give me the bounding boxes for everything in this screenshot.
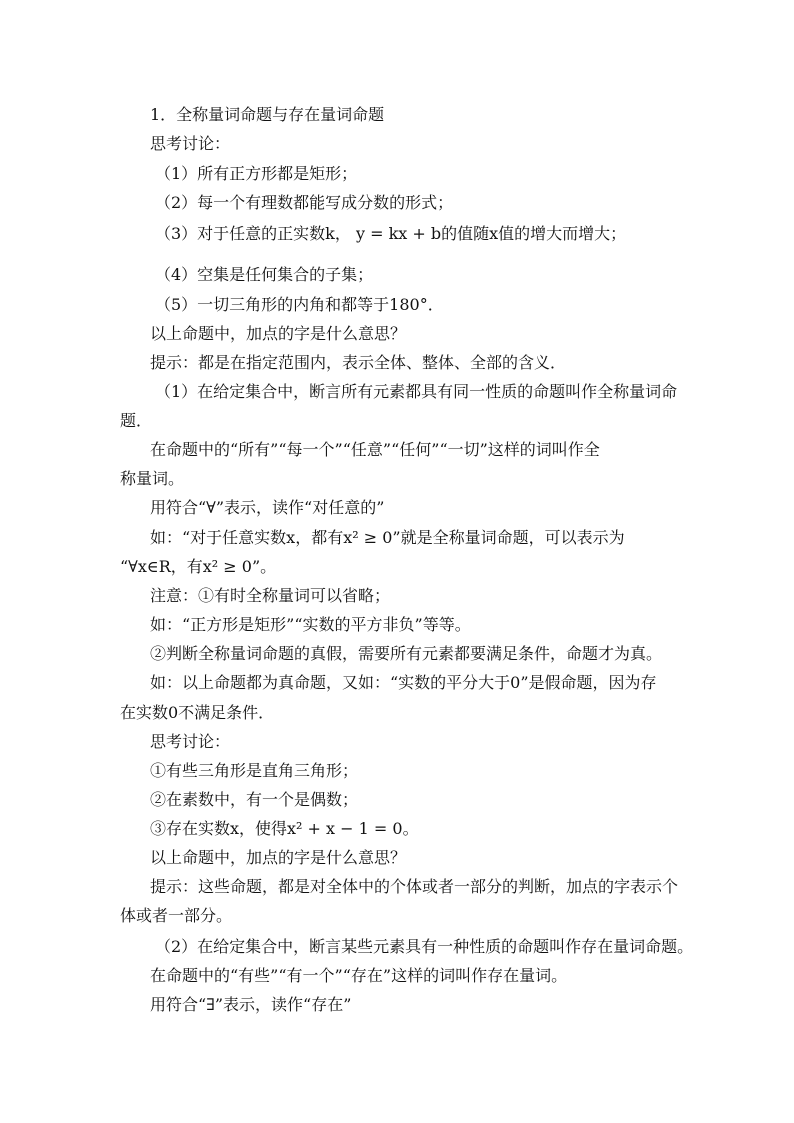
example-1-line-2: “∀x∈R，有x² ≥ 0”。 bbox=[120, 557, 277, 576]
hint-2-line-2: 体或者一部分。 bbox=[120, 906, 233, 925]
think1-item-1: （1）所有正方形都是矩形； bbox=[155, 164, 358, 183]
definition-1-line-1: （1）在给定集合中，断言所有元素都具有同一性质的命题叫作全称量词命 bbox=[155, 382, 678, 401]
example-2-line-2: 在实数0不满足条件． bbox=[120, 703, 275, 722]
symbol-forall: 用符合“∀”表示，读作“对任意的” bbox=[150, 498, 385, 517]
think2-item-3: ③存在实数x，使得x² + x − 1 = 0。 bbox=[150, 819, 419, 838]
think1-item-5: （5）一切三角形的内角和都等于180°． bbox=[155, 295, 444, 314]
hint-1: 提示：都是在指定范围内，表示全体、整体、全部的含义． bbox=[150, 353, 567, 372]
question-2: 以上命题中，加点的字是什么意思？ bbox=[150, 848, 407, 867]
symbol-exists: 用符合“∃”表示，读作“存在” bbox=[150, 995, 352, 1014]
think1-item-3: （3）对于任意的正实数k， y = kx + b的值随x值的增大而增大； bbox=[155, 224, 627, 243]
note-2: ②判断全称量词命题的真假，需要所有元素都要满足条件，命题才为真。 bbox=[150, 644, 663, 663]
definition-2: （2）在给定集合中，断言某些元素具有一种性质的命题叫作存在量词命题。 bbox=[155, 937, 694, 956]
think-discuss-title-1: 思考讨论： bbox=[150, 134, 231, 153]
think2-item-2: ②在素数中，有一个是偶数； bbox=[150, 790, 359, 809]
definition-1-line-2: 题． bbox=[120, 411, 153, 430]
think1-item-4: （4）空集是任何集合的子集； bbox=[155, 265, 374, 284]
example-1-line-1: 如：“对于任意实数x，都有x² ≥ 0”就是全称量词命题，可以表示为 bbox=[150, 528, 625, 547]
hint-2-line-1: 提示：这些命题，都是对全体中的个体或者一部分的判断，加点的字表示个 bbox=[150, 877, 679, 896]
think1-item-2: （2）每一个有理数都能写成分数的形式； bbox=[155, 193, 454, 212]
think2-item-1: ①有些三角形是直角三角形； bbox=[150, 761, 359, 780]
quantifier-words-1-line-1: 在命题中的“所有”“每一个”“任意”“任何”“一切”这样的词叫作全 bbox=[150, 440, 600, 459]
quantifier-words-2: 在命题中的“有些”“有一个”“存在”这样的词叫作存在量词。 bbox=[150, 966, 568, 985]
note-1: 注意：①有时全称量词可以省略； bbox=[150, 586, 391, 605]
note-1-example: 如：“正方形是矩形”“实数的平方非负”等等。 bbox=[150, 615, 471, 634]
section-heading: 1．全称量词命题与存在量词命题 bbox=[150, 105, 385, 124]
question-1: 以上命题中，加点的字是什么意思？ bbox=[150, 324, 407, 343]
quantifier-words-1-line-2: 称量词。 bbox=[120, 469, 185, 488]
think-discuss-title-2: 思考讨论： bbox=[150, 732, 231, 751]
example-2-line-1: 如：以上命题都为真命题，又如：“实数的平分大于0”是假命题，因为存 bbox=[150, 673, 657, 692]
